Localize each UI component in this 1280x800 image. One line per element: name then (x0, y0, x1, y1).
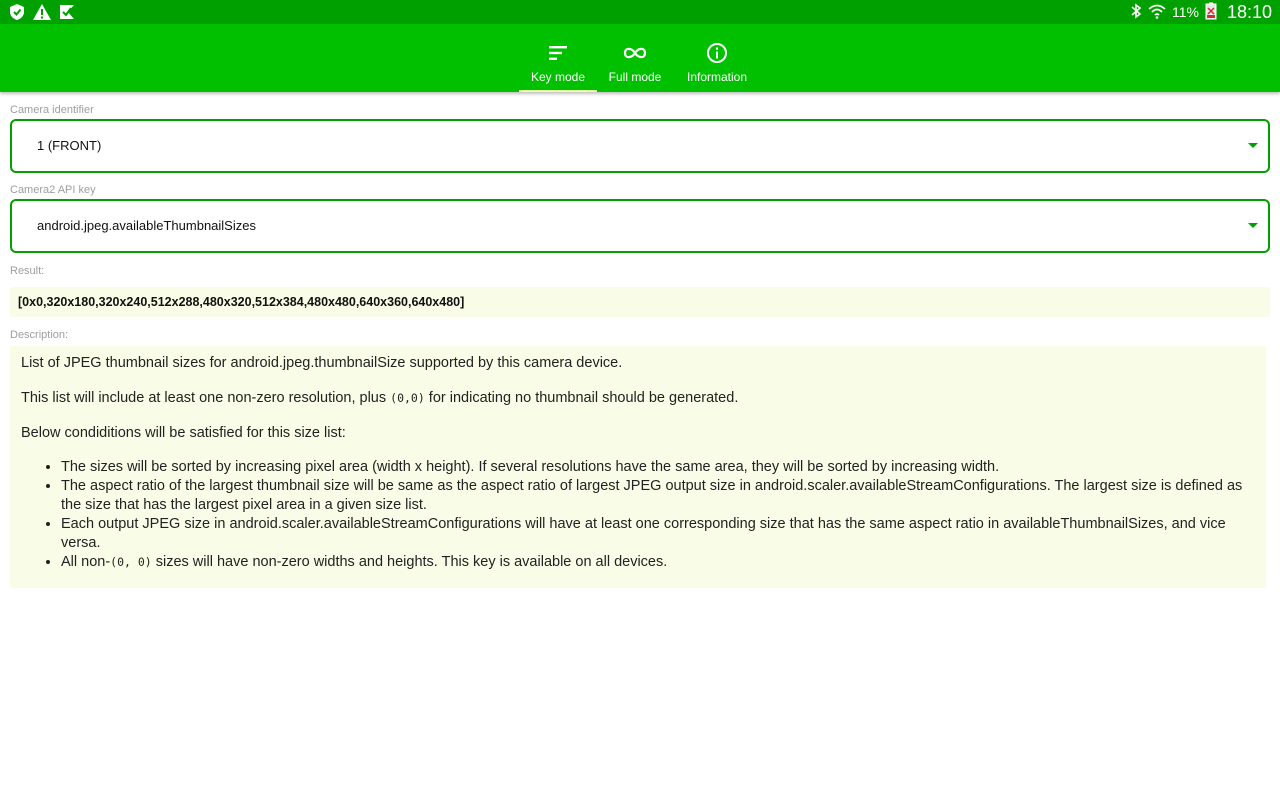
camera-identifier-dropdown[interactable] (10, 119, 1270, 173)
warning-icon (32, 3, 52, 21)
tab-information[interactable] (677, 24, 757, 92)
description-paragraph: List of JPEG thumbnail sizes for android.jpeg.thumbnailSize supported by this camera device. (21, 355, 623, 371)
system-icons (1130, 0, 1272, 24)
tab-key-mode[interactable] (519, 24, 597, 92)
list-item-text: All non- (61, 554, 111, 570)
api-key-label: Camera2 API key (10, 184, 96, 196)
tab-full-mode[interactable] (597, 24, 673, 92)
inline-code: (0, 0) (110, 555, 152, 569)
description-text: This list will include at least one non-zero resolution, plus (21, 390, 391, 406)
conditions-list (21, 458, 1251, 572)
clock: 18:10 (1226, 1, 1272, 22)
list-item: • The aspect ratio of the largest thumbnail size will be same as the aspect ratio of largest JPEG output size in android.scaler.availableStreamConfigurations. The largest size is defined as the size that has the largest pixel area in a given size list. (61, 477, 1251, 515)
result-value: [0x0,320x180,320x240,512x288,480x320,512x384,480x480,640x360,640x480] (18, 295, 465, 309)
notification-icons (8, 3, 76, 21)
sort-lines-icon (548, 42, 568, 64)
tab-label: Full mode (608, 70, 662, 84)
description-text: for indicating no thumbnail should be generated. (424, 390, 739, 406)
result-label: Result: (10, 265, 45, 277)
camera-identifier-label: Camera identifier (10, 104, 94, 116)
inline-code: (0,0) (390, 391, 425, 405)
list-item (61, 553, 1251, 572)
description-box (10, 346, 1266, 588)
list-item: • Each output JPEG size in android.scaler.availableStreamConfigurations will have at least one corresponding size that has the same aspect ratio in availableThumbnailSizes, and vice versa. (61, 515, 1251, 553)
description-paragraph: Below condiditions will be satisfied for this size list: (21, 425, 346, 441)
status-bar (0, 0, 1280, 24)
dropdown-arrow-icon (1248, 143, 1258, 148)
wifi-icon (1148, 3, 1166, 22)
camera-identifier-value: 1 (FRONT) (37, 138, 102, 153)
dropdown-arrow-icon (1248, 223, 1258, 228)
app-bar (0, 24, 1280, 92)
list-item: • The sizes will be sorted by increasing pixel area (width x height). If several resolutions have the same area, they will be sorted by increasing width. (61, 458, 1251, 477)
bluetooth-icon (1130, 3, 1142, 22)
info-icon (706, 42, 728, 64)
api-key-dropdown[interactable] (10, 199, 1270, 253)
app-notification-icon (58, 3, 76, 21)
tab-label: Key mode (530, 70, 586, 84)
battery-percent: 11% (1171, 4, 1199, 20)
result-box (10, 287, 1270, 317)
tab-indicator (519, 90, 597, 92)
list-item-text: sizes will have non-zero widths and heights. This key is available on all devices. (151, 554, 668, 570)
description-label: Description: (10, 329, 69, 341)
shield-icon (8, 3, 26, 21)
infinity-icon (622, 42, 648, 64)
description-paragraph (21, 390, 738, 406)
api-key-value: android.jpeg.availableThumbnailSizes (37, 218, 256, 233)
battery-icon (1205, 2, 1217, 23)
tab-label: Information (686, 70, 748, 84)
